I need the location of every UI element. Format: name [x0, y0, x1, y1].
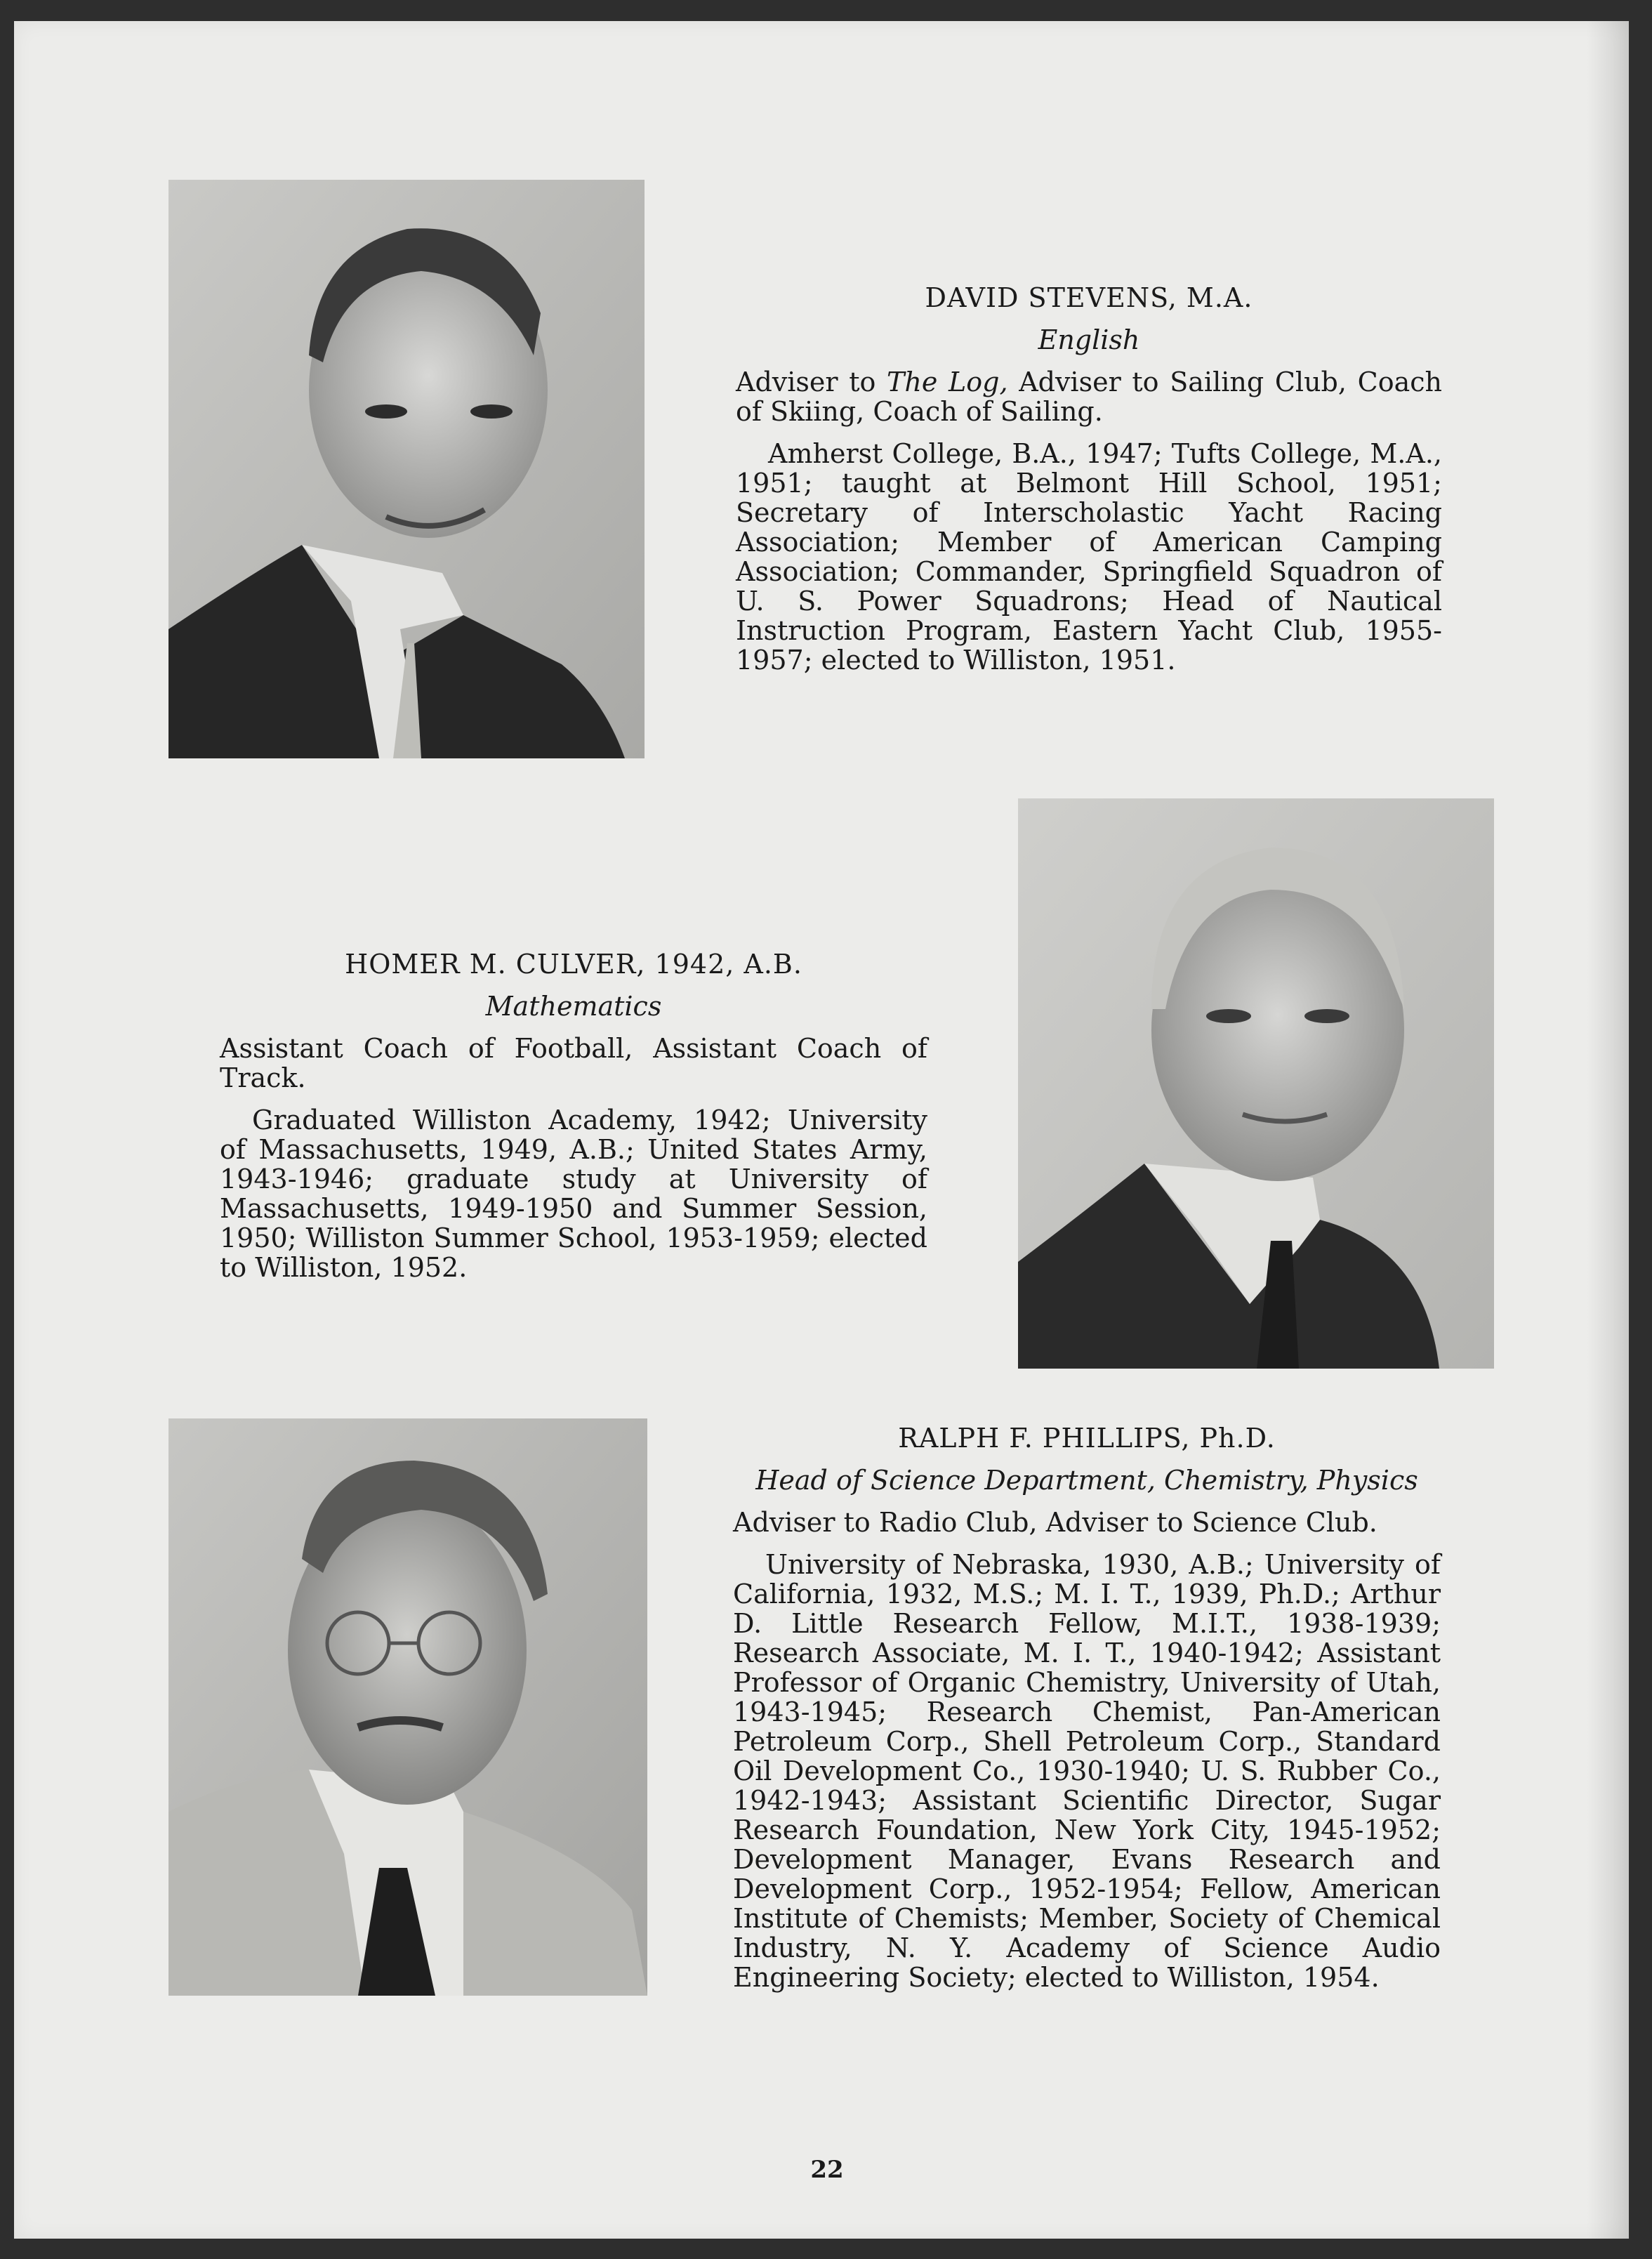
page-number: 22 [810, 2156, 844, 2184]
faculty-department: Mathematics [485, 991, 662, 1022]
faculty-record: Graduated Williston Academy, 1942; University of Massachusetts, 1949, A.B.; United States Army, 1943-1946; graduate study at University of Massachusetts, 1949-1950 and Summer Session, 1950; Williston Summer School, 1953-1959; elected to Williston, 1952. [220, 1105, 927, 1283]
bio-ralph-phillips [733, 1423, 1441, 1992]
bio-david-stevens [736, 283, 1442, 675]
faculty-department: Head of Science Department, Chemistry, Physics [755, 1465, 1418, 1496]
duties-text: Adviser to Sailing Club, Coach of Skiing, Coach of Sailing. [736, 367, 1442, 427]
portrait-homer-culver [1018, 798, 1494, 1369]
faculty-duties [736, 367, 1442, 426]
faculty-name: DAVID STEVENS, M.A. [925, 282, 1253, 313]
faculty-record: Amherst College, B.A., 1947; Tufts College, M.A., 1951; taught at Belmont Hill School, 1951; Secretary of Interscholastic Yacht Racing Association; Member of American Camping Association; Commander, Springfield Squadron of U. S. Power Squadrons; Head of Nautical Instruction Program, Eastern Yacht Club, 1955-1957; elected to Williston, 1951. [736, 438, 1442, 676]
faculty-duties: Assistant Coach of Football, Assistant Coach of Track. [220, 1033, 927, 1093]
bio-homer-culver [220, 949, 927, 1282]
publication-title: The Log, [887, 367, 1008, 397]
portrait-david-stevens [168, 180, 645, 758]
faculty-name: RALPH F. PHILLIPS, Ph.D. [898, 1423, 1276, 1454]
portrait-ralph-phillips [168, 1418, 647, 1996]
faculty-record: University of Nebraska, 1930, A.B.; University of California, 1932, M.S.; M. I. T., 1939, Ph.D.; Arthur D. Little Research Fellow, M.I.T., 1938-1939; Research Associate, M. I. T., 1940-1942; Assistant Professor of Organic Chemistry, University of Utah, 1943-1945; Research Chemist, Pan-American Petroleum Corp., Shell Petroleum Corp., Standard Oil Development Co., 1930-1940; U. S. Rubber Co., 1942-1943; Assistant Scientific Director, Sugar Research Foundation, New York City, 1945-1952; Development Manager, Evans Research and Development Corp., 1952-1954; Fellow, American Institute of Chemists; Member, Society of Chemical Industry, N. Y. Academy of Science Audio Engineering Society; elected to Williston, 1954. [733, 1549, 1441, 1993]
duties-text: Adviser to [736, 367, 887, 397]
page-edge-shadow [1587, 21, 1629, 2239]
faculty-department: English [1038, 324, 1140, 355]
faculty-name: HOMER M. CULVER, 1942, A.B. [345, 949, 802, 980]
faculty-duties: Adviser to Radio Club, Adviser to Science Club. [733, 1507, 1377, 1538]
